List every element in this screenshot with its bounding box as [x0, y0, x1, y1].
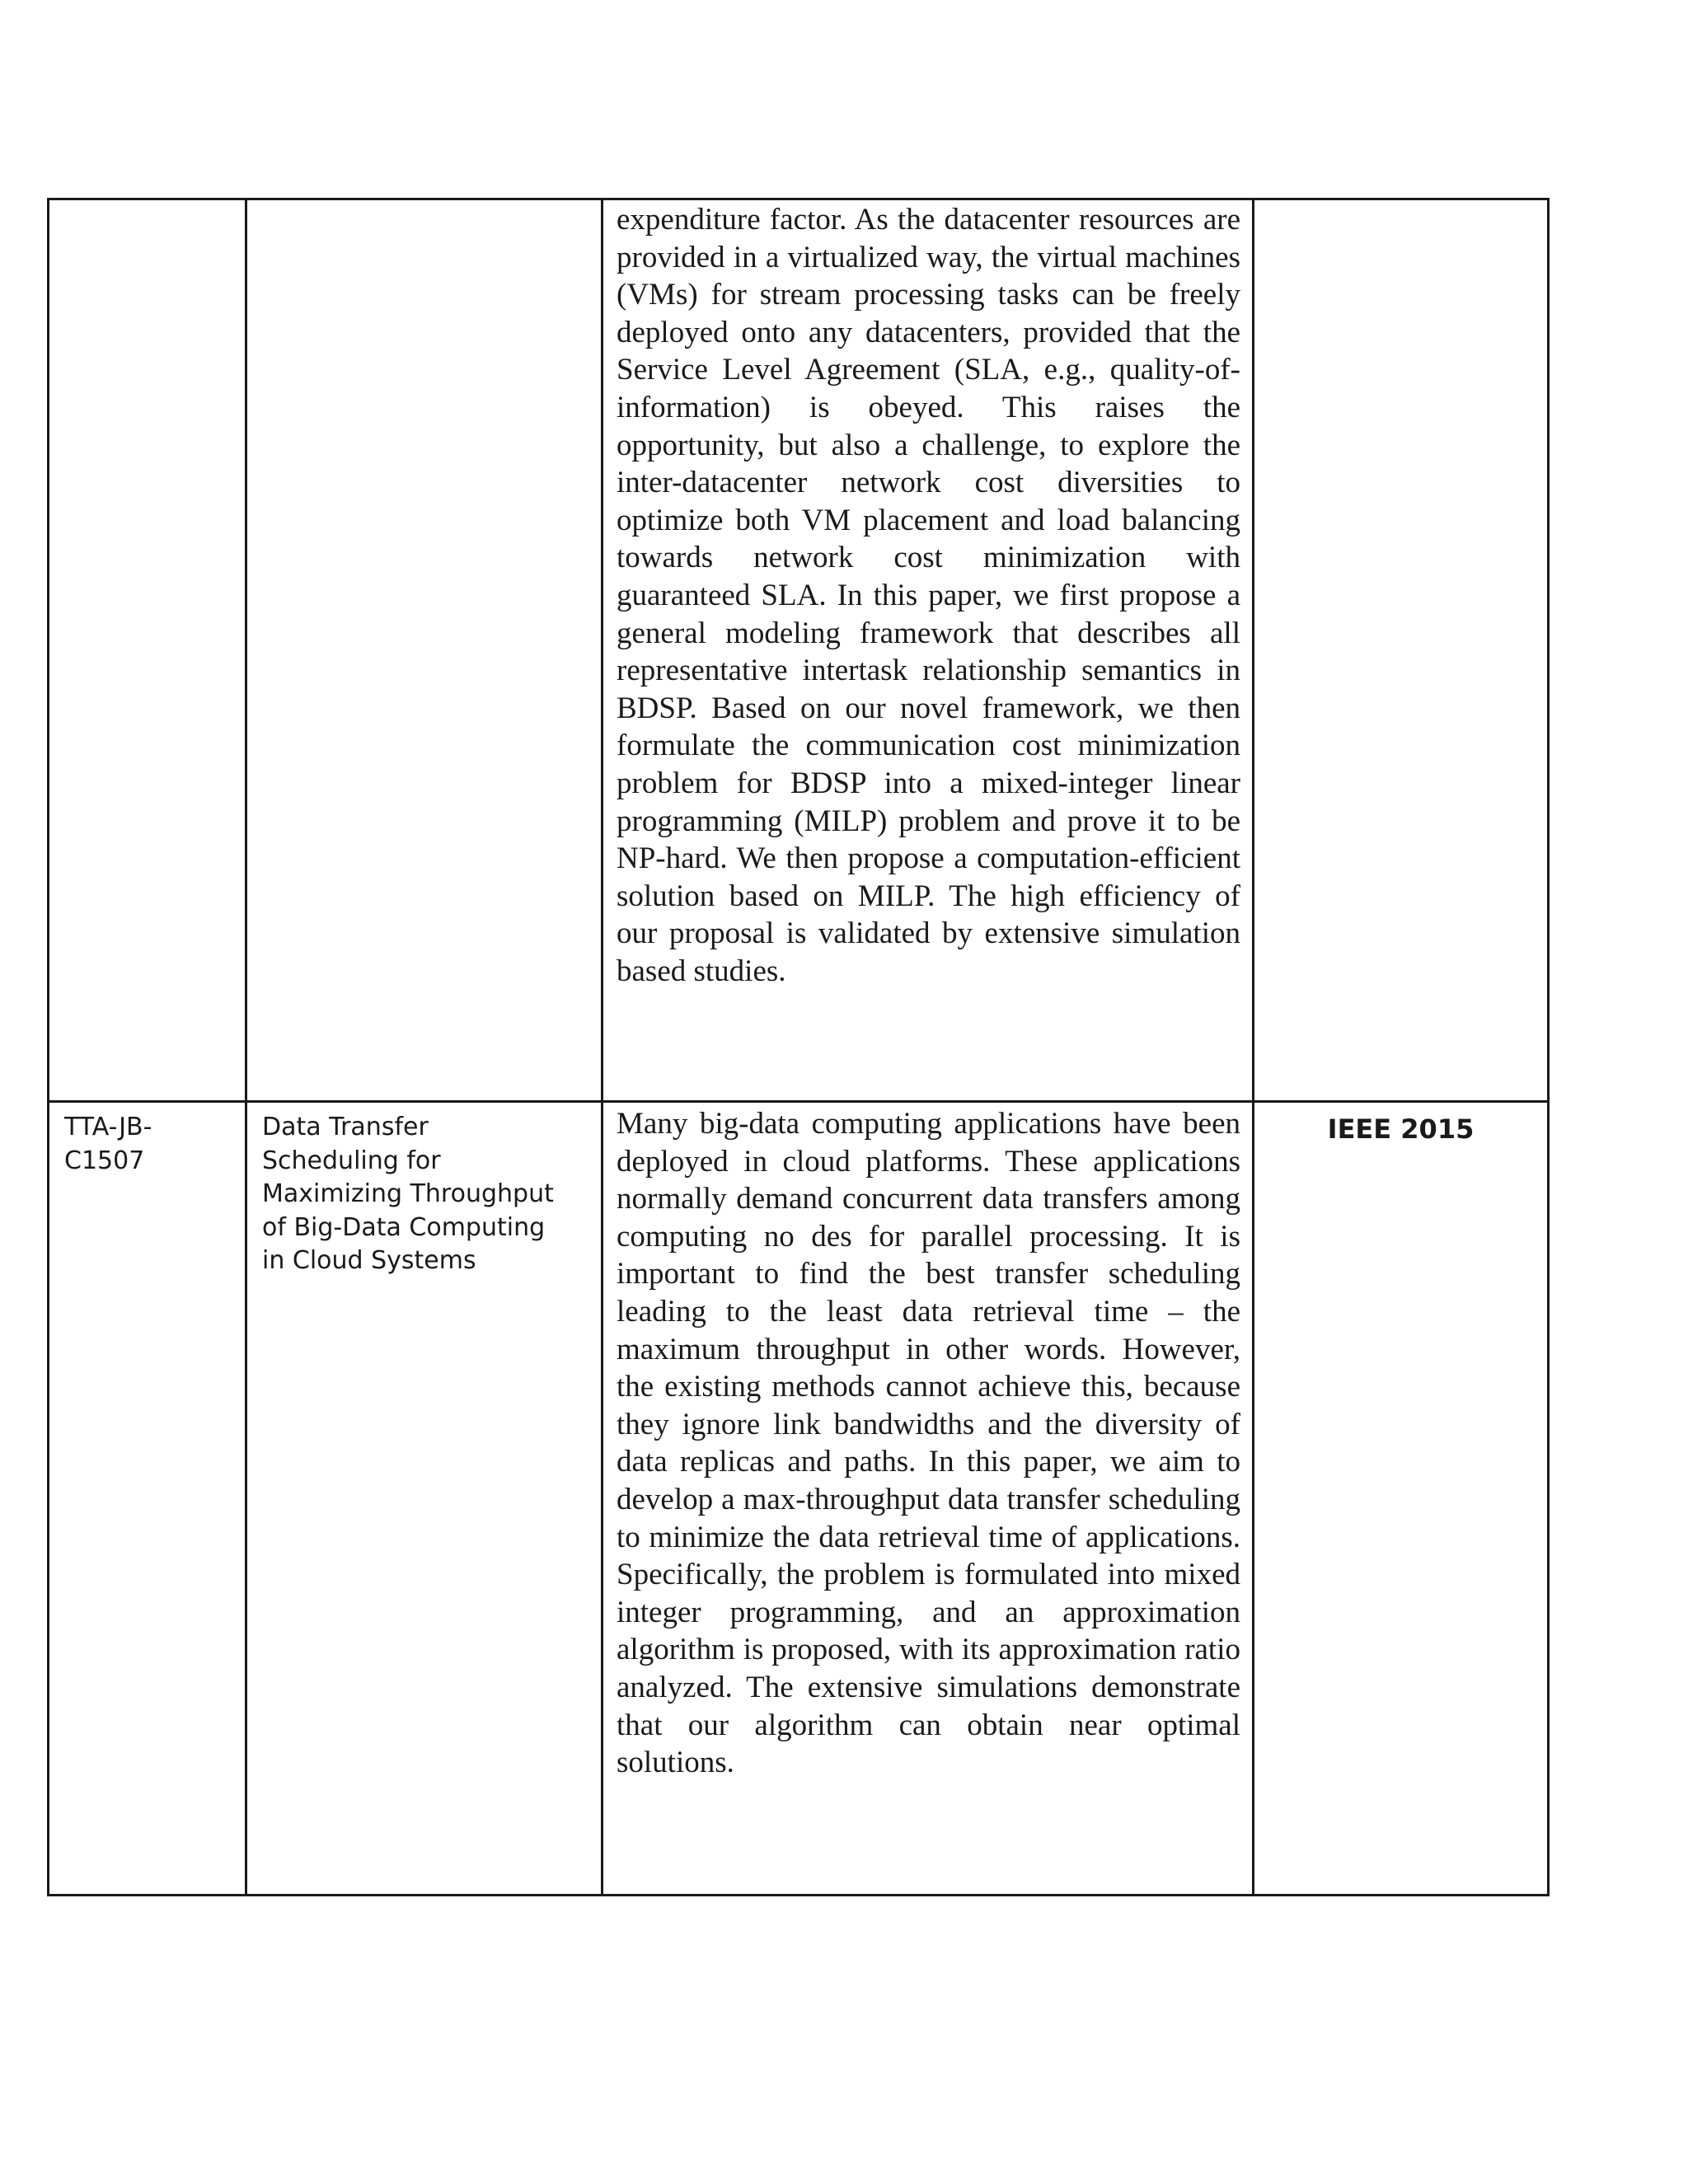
project-year — [1254, 200, 1547, 210]
abstract-cell — [603, 1102, 1254, 1896]
year-cell — [1254, 199, 1549, 1102]
id-cell — [49, 199, 246, 1102]
project-year: IEEE 2015 — [1327, 1113, 1475, 1145]
table-row — [49, 199, 1549, 1102]
project-table — [47, 198, 1550, 1896]
project-id: TTA-JB- C1507 — [64, 1113, 152, 1175]
project-abstract: Many big-data computing applications have been deployed in cloud platforms. These applications normally demand concurrent data transfers among computing no des for parallel processing. It is important to find the best transfer scheduling leading to the least data retrieval time – the maximum throughput in other words. However, the existing methods cannot achieve this, because they ignore link bandwidths and the diversity of data replicas and paths. In this paper, we aim to develop a max-throughput data transfer scheduling to minimize the data retrieval time of applications. Specifically, the problem is formulated into mixed integer programming, and an approximation algorithm is proposed, with its approximation ratio analyzed. The extensive simulations demonstrate that our algorithm can obtain near optimal solutions. — [617, 1107, 1240, 1780]
year-cell — [1254, 1102, 1549, 1896]
abstract-cell — [603, 199, 1254, 1102]
project-title — [247, 200, 601, 209]
project-id — [49, 200, 245, 209]
project-title: Data Transfer Scheduling for Maximizing Throughput of Big-Data Computing in Cloud Systems — [262, 1113, 554, 1275]
document-table-container — [47, 198, 1550, 1896]
id-cell — [49, 1102, 246, 1896]
project-abstract: expenditure factor. As the datacenter resources are provided in a virtualized way, the virtual machines (VMs) for stream processing tasks can be freely deployed onto any datacenters, provided that the Service Level Agreement (SLA, e.g., quality-of-information) is obeyed. This raises the opportunity, but also a challenge, to explore the inter-datacenter network cost diversities to optimize both VM placement and load balancing towards network cost minimization with guaranteed SLA. In this paper, we first propose a general modeling framework that describes all representative intertask relationship semantics in BDSP. Based on our novel framework, we then formulate the communication cost minimization problem for BDSP into a mixed-integer linear programming (MILP) problem and prove it to be NP-hard. We then propose a computation-efficient solution based on MILP. The high efficiency of our proposal is validated by extensive simulation based studies. — [617, 203, 1240, 988]
title-cell — [246, 199, 603, 1102]
table-row — [49, 1102, 1549, 1896]
title-cell — [246, 1102, 603, 1896]
